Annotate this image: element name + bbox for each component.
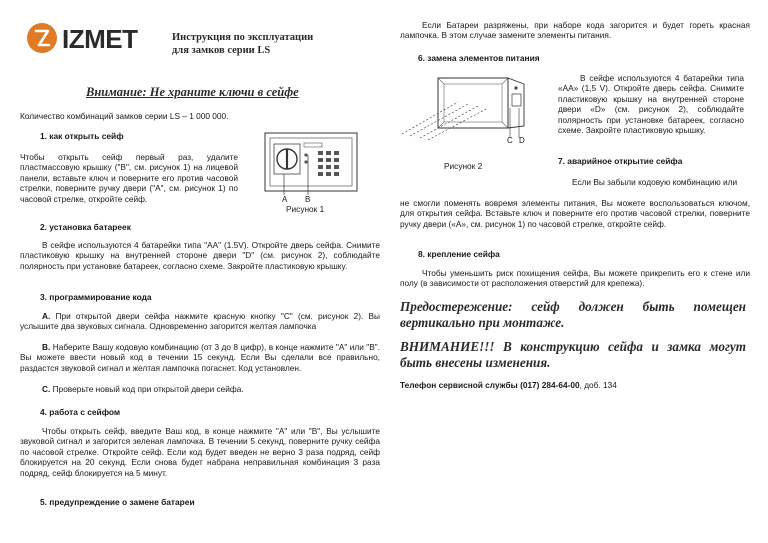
section-6-text: В сейфе используются 4 батарейки типа «АА» (1,5 V). Откройте дверь сейфа. Снимите пластиковую крышку на внутренней стороне двери «D» (см. рисунок 2), соблюдайте полярность при установке батареек, согласно схеме. Закройте пластиковую крышку. <box>558 73 744 136</box>
section-3-step-c <box>20 384 380 394</box>
section-1-heading: 1. как открыть сейф <box>40 131 124 141</box>
section-5-heading: 5. предупреждение о замене батареи <box>40 497 195 507</box>
section-6-heading: 6. замена элементов питания <box>418 53 540 63</box>
step-c-text: Проверьте новый код при открытой двери сейфа. <box>50 384 244 394</box>
section-3-step-a <box>20 311 380 332</box>
figure-2-label-d: D <box>519 136 525 145</box>
logo-text: IZMET <box>62 24 138 54</box>
figure-1-label-a: A <box>282 195 288 204</box>
figure-1 <box>262 131 362 221</box>
figure-1-label-b: B <box>305 195 311 204</box>
combinations-text: Количество комбинаций замков серии LS – 1 000 000. <box>20 111 229 121</box>
section-3-heading: 3. программирование кода <box>40 292 152 302</box>
step-a-text: При открытой двери сейфа нажмите красную кнопку "С" (см. рисунок 2). Вы услышите два звуковых сигнала. Одновременно загорится желтая лампочка <box>20 311 380 332</box>
section-4-heading: 4. работа с сейфом <box>40 407 121 417</box>
service-phone-label: Телефон сервисной службы (017) 284-64-00 <box>400 380 580 390</box>
step-a-label: A. <box>42 311 51 321</box>
title-line-1: Инструкция по эксплуатации <box>172 32 314 43</box>
step-c-label: C. <box>42 384 51 394</box>
step-b-label: B. <box>42 342 51 352</box>
section-2-text: В сейфе используются 4 батарейки типа "АА" (1.5V). Откройте дверь сейфа. Снимите пластиковую крышку на внутренней стороне двери "D" (см. рисунок 2), соблюдайте полярность при установке батареек, согласно схеме. Закройте пластиковую крышку. <box>20 240 380 271</box>
attention-text: ВНИМАНИЕ!!! В конструкцию сейфа и замка могут быть внесены изменения. <box>400 339 746 370</box>
logo-icon <box>27 23 57 53</box>
section-2-heading: 2. установка батареек <box>40 222 131 232</box>
figure-1-caption: Рисунок 1 <box>286 204 325 214</box>
caution-text: Предостережение: сейф должен быть помещен вертикально при монтаже. <box>400 299 746 330</box>
step-b-text: Наберите Вашу кодовую комбинацию (от 3 до 8 цифр), в конце нажмите "А" или "В". Вы можете ввести новый код в течении 15 секунд. Если Вы сделали все правильно, раздастся звуковой сигнал и желтая лампочка погаснет. Код установлен. <box>20 342 380 373</box>
section-4-text: Чтобы открыть сейф, введите Ваш код, в конце нажмите "А" или "В", Вы услышите звуковой сигнал и загорится зеленая лампочка. В течении 5 секунд, поверните ручку сейфа по часовой стрелке. Откройте сейф. Если код будет введен не верно 3 раза подряд, сейф блокируется на 20 секунд. Если снова будет набрана неправильная комбинация 3 раза подряд, сейф блокируется на 5 минут. <box>20 426 380 478</box>
title-line-2: для замков серии LS <box>172 45 271 56</box>
service-phone <box>400 380 750 390</box>
section-7-text: не смогли поменять вовремя элементы питания, Вы можете воспользоваться ключом, для открытия сейфа. Вставьте ключ и поверните его против часовой стрелки, поверните ручку двери («А», см. рисунок 1) по часовой стрелке, откройте сейф. <box>400 198 750 229</box>
figure-2 <box>398 72 558 174</box>
section-7-intro: Если Вы забыли кодовую комбинацию или <box>572 177 738 187</box>
battery-low-text: Если Батареи разряжены, при наборе кода загорится и будет гореть красная лампочка. В этом случае замените элементы питания. <box>400 20 750 41</box>
section-3-step-b <box>20 342 380 373</box>
section-1-text: Чтобы открыть сейф первый раз, удалите пластмассовую крышку ("В", см. рисунок 1) на лицевой панели, вставьте ключ и поверните его против часовой стрелки, поверните ручку двери ("А", см. рисунок 1) по часовой стрелке, откройте сейф. <box>20 152 238 204</box>
warning-title: Внимание: Не храните ключи в сейфе <box>86 85 299 99</box>
section-8-heading: 8. крепление сейфа <box>418 249 500 259</box>
service-phone-ext: , доб. 134 <box>579 380 617 390</box>
safe-interior-drawing <box>398 72 558 154</box>
figure-2-caption: Рисунок 2 <box>444 161 483 171</box>
document-title <box>172 31 313 57</box>
section-8-text: Чтобы уменьшить риск похищения сейфа, Вы можете прикрепить его к стене или полу (в зависимости от расположения отверстий для крепежа). <box>400 268 750 289</box>
figure-2-label-c: C <box>507 136 513 145</box>
section-7-heading: 7. аварийное открытие сейфа <box>558 156 683 166</box>
